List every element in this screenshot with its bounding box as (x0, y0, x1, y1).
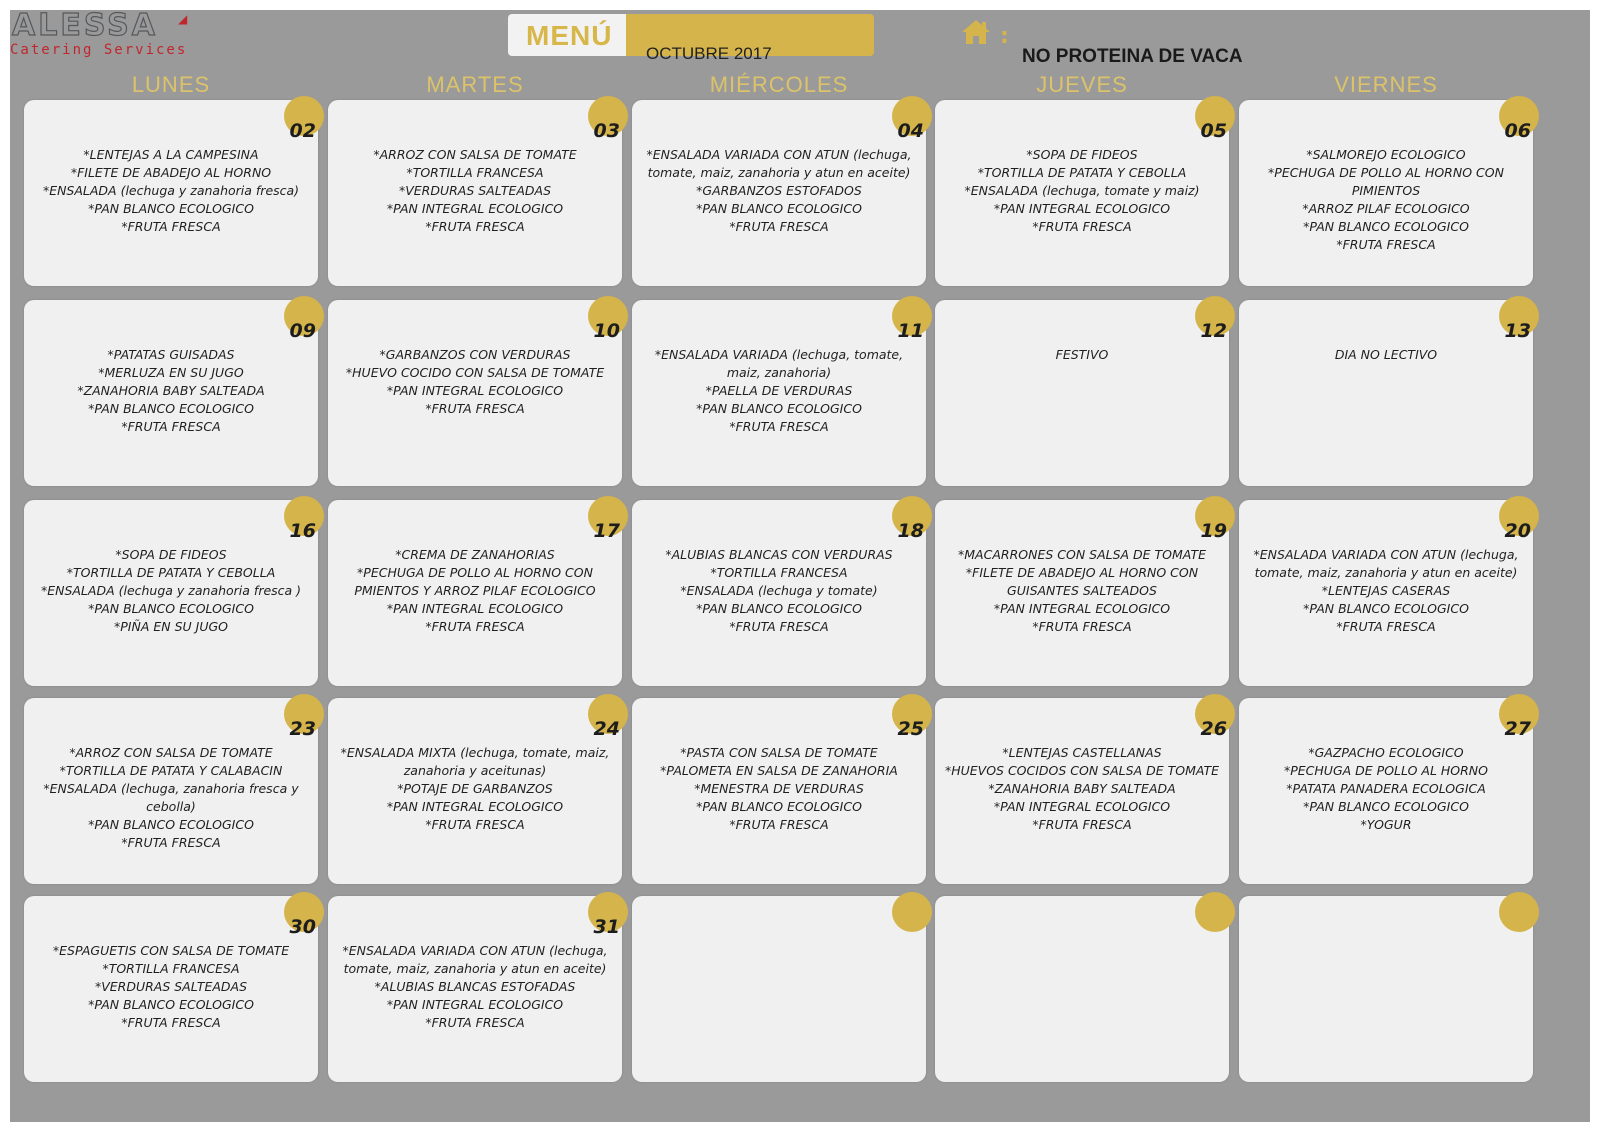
day-card (1239, 896, 1533, 1082)
menu-items (1245, 744, 1527, 834)
menu-item: tomate, maiz, zanahoria y atun en aceite) (343, 961, 607, 976)
menu-item: *FILETE DE ABADEJO AL HORNO (70, 165, 272, 180)
menu-item: *HUEVO COCIDO CON SALSA DE TOMATE (345, 365, 605, 380)
menu-item: *POTAJE DE GARBANZOS (397, 781, 553, 796)
menu-item: *PAN BLANCO ECOLOGICO (88, 997, 254, 1012)
home-colon: : (1000, 24, 1009, 49)
day-card (935, 500, 1229, 686)
menu-item: *ENSALADA (lechuga y tomate) (680, 583, 878, 598)
menu-item: *PATATAS GUISADAS (107, 347, 235, 362)
day-number: 05 (1200, 120, 1227, 142)
menu-item: *ZANAHORIA BABY SALTEADA (77, 383, 265, 398)
menu-item: *FRUTA FRESCA (425, 817, 525, 832)
day-card (24, 100, 318, 286)
menu-item: *ENSALADA VARIADA CON ATUN (lechuga, (646, 147, 912, 162)
menu-items (638, 146, 920, 236)
menu-item: *SOPA DE FIDEOS (1026, 147, 1138, 162)
menu-sheet (10, 10, 1590, 1122)
day-number: 04 (897, 120, 924, 142)
menu-items (334, 744, 616, 834)
menu-item: *FRUTA FRESCA (1032, 619, 1132, 634)
day-number: 16 (289, 520, 316, 542)
menu-item: *PAN BLANCO ECOLOGICO (1303, 601, 1469, 616)
menu-item: *FRUTA FRESCA (1032, 219, 1132, 234)
day-card (24, 698, 318, 884)
menu-item: *ESPAGUETIS CON SALSA DE TOMATE (52, 943, 290, 958)
day-number: 19 (1200, 520, 1227, 542)
menu-item: *FRUTA FRESCA (729, 219, 829, 234)
menu-items (30, 942, 312, 1032)
day-card (632, 698, 926, 884)
menu-item: *LENTEJAS A LA CAMPESINA (83, 147, 259, 162)
menu-item: *PASTA CON SALSA DE TOMATE (680, 745, 878, 760)
menu-item: *ENSALADA VARIADA (lechuga, tomate, (654, 347, 904, 362)
menu-item: *PAN INTEGRAL ECOLOGICO (386, 383, 564, 398)
menu-item: *TORTILLA FRANCESA (406, 165, 544, 180)
day-number: 09 (289, 320, 316, 342)
menu-item: *ARROZ CON SALSA DE TOMATE (373, 147, 577, 162)
menu-item: *PAN INTEGRAL ECOLOGICO (993, 201, 1171, 216)
day-card (935, 698, 1229, 884)
menu-item: *FRUTA FRESCA (729, 619, 829, 634)
menu-item: *PAN BLANCO ECOLOGICO (696, 401, 862, 416)
menu-item: *PAN BLANCO ECOLOGICO (696, 799, 862, 814)
weekday-header-wednesday: MIÉRCOLES (709, 72, 849, 97)
menu-items (334, 346, 616, 418)
menu-tab (508, 14, 626, 56)
weekday-header-thursday: JUEVES (1036, 72, 1128, 97)
menu-item: *FRUTA FRESCA (121, 835, 221, 850)
menu-item: *ENSALADA VARIADA CON ATUN (lechuga, (342, 943, 608, 958)
menu-item: *FRUTA FRESCA (729, 419, 829, 434)
menu-item: *LENTEJAS CASTELLANAS (1002, 745, 1162, 760)
menu-item: *ARROZ CON SALSA DE TOMATE (69, 745, 273, 760)
menu-item: *MACARRONES CON SALSA DE TOMATE (958, 547, 1206, 562)
menu-item: *TORTILLA FRANCESA (710, 565, 848, 580)
menu-item: *SALMOREJO ECOLOGICO (1306, 147, 1466, 162)
menu-items (30, 546, 312, 636)
menu-item: *FRUTA FRESCA (121, 419, 221, 434)
day-number: 27 (1504, 718, 1531, 740)
logo-swoosh-icon: ◢ (178, 12, 188, 26)
menu-item: *PAN INTEGRAL ECOLOGICO (386, 997, 564, 1012)
menu-item: *PAN INTEGRAL ECOLOGICO (993, 799, 1171, 814)
menu-item: PMIENTOS Y ARROZ PILAF ECOLOGICO (354, 583, 596, 598)
menu-items (941, 744, 1223, 834)
day-card (328, 500, 622, 686)
day-card (1239, 500, 1533, 686)
menu-item: *PIÑA EN SU JUGO (114, 619, 228, 634)
menu-item: *PAN INTEGRAL ECOLOGICO (993, 601, 1171, 616)
menu-item: *PECHUGA DE POLLO AL HORNO CON (357, 565, 593, 580)
menu-item: *MENESTRA DE VERDURAS (694, 781, 864, 796)
day-number: 24 (593, 718, 620, 740)
company-logo (10, 10, 200, 70)
menu-items (30, 146, 312, 236)
menu-item: *ALUBIAS BLANCAS ESTOFADAS (374, 979, 576, 994)
menu-item: *PAN BLANCO ECOLOGICO (1303, 799, 1469, 814)
menu-item: *PAN BLANCO ECOLOGICO (88, 201, 254, 216)
menu-item: *FRUTA FRESCA (425, 219, 525, 234)
menu-item: GUISANTES SALTEADOS (1007, 583, 1157, 598)
day-badge (892, 892, 932, 932)
menu-item: *TORTILLA FRANCESA (102, 961, 240, 976)
diet-note: NO PROTEINA DE VACA (1022, 46, 1243, 67)
menu-item: *FRUTA FRESCA (1336, 237, 1436, 252)
day-card (1239, 100, 1533, 286)
menu-item: *TORTILLA DE PATATA Y CEBOLLA (66, 565, 276, 580)
day-card (328, 100, 622, 286)
day-card (1239, 698, 1533, 884)
day-number: 18 (897, 520, 924, 542)
menu-item: *PAN BLANCO ECOLOGICO (696, 601, 862, 616)
day-number: 03 (593, 120, 620, 142)
day-badge (1499, 892, 1539, 932)
menu-item: DIA NO LECTIVO (1334, 347, 1438, 362)
menu-item: FESTIVO (1055, 347, 1109, 362)
menu-item: *FRUTA FRESCA (121, 219, 221, 234)
menu-item: *FRUTA FRESCA (1032, 817, 1132, 832)
day-number: 31 (593, 916, 620, 938)
menu-items (30, 744, 312, 852)
day-number: 30 (289, 916, 316, 938)
menu-items (941, 146, 1223, 236)
menu-items (638, 346, 920, 436)
day-card (632, 300, 926, 486)
day-number: 12 (1200, 320, 1227, 342)
weekday-header-monday: LUNES (131, 72, 211, 97)
day-card (935, 300, 1229, 486)
day-number: 17 (593, 520, 620, 542)
menu-item: *ARROZ PILAF ECOLOGICO (1302, 201, 1470, 216)
day-number: 11 (897, 320, 924, 342)
menu-item: *PAN INTEGRAL ECOLOGICO (386, 799, 564, 814)
menu-item: *HUEVOS COCIDOS CON SALSA DE TOMATE (944, 763, 1220, 778)
day-card (328, 896, 622, 1082)
weekday-header-friday: VIERNES (1334, 72, 1438, 97)
day-card (632, 896, 926, 1082)
menu-item: *PAN BLANCO ECOLOGICO (696, 201, 862, 216)
menu-items (1245, 346, 1527, 364)
menu-item: *PAN BLANCO ECOLOGICO (88, 817, 254, 832)
day-number: 23 (289, 718, 316, 740)
menu-item: *ZANAHORIA BABY SALTEADA (988, 781, 1176, 796)
menu-item: *PAN BLANCO ECOLOGICO (88, 601, 254, 616)
menu-item: *PECHUGA DE POLLO AL HORNO (1283, 763, 1488, 778)
day-number: 13 (1504, 320, 1531, 342)
menu-item: *FRUTA FRESCA (1336, 619, 1436, 634)
weekday-header-tuesday: MARTES (426, 72, 524, 97)
menu-items (334, 146, 616, 236)
menu-item: tomate, maiz, zanahoria y atun en aceite) (647, 165, 911, 180)
menu-item: *SOPA DE FIDEOS (115, 547, 227, 562)
menu-items (638, 744, 920, 834)
menu-item: *GAZPACHO ECOLOGICO (1308, 745, 1464, 760)
menu-item: *TORTILLA DE PATATA Y CALABACIN (59, 763, 283, 778)
menu-items (941, 546, 1223, 636)
menu-item: *VERDURAS SALTEADAS (94, 979, 248, 994)
day-card (24, 500, 318, 686)
menu-item: *ENSALADA (lechuga, zanahoria fresca y (43, 781, 299, 796)
menu-item: *YOGUR (1360, 817, 1412, 832)
menu-item: *PALOMETA EN SALSA DE ZANAHORIA (660, 763, 898, 778)
menu-item: *ENSALADA (lechuga y zanahoria fresca ) (40, 583, 302, 598)
menu-items (941, 346, 1223, 364)
menu-label: MENÚ (526, 20, 613, 51)
menu-item: *LENTEJAS CASERAS (1321, 583, 1451, 598)
menu-items (1245, 146, 1527, 254)
menu-item: *ALUBIAS BLANCAS CON VERDURAS (665, 547, 893, 562)
day-card (1239, 300, 1533, 486)
menu-item: *ENSALADA (lechuga, tomate y maiz) (964, 183, 1200, 198)
menu-items (334, 942, 616, 1032)
menu-item: maiz, zanahoria) (726, 365, 832, 380)
day-card (328, 300, 622, 486)
day-number: 26 (1200, 718, 1227, 740)
menu-item: *PAN BLANCO ECOLOGICO (88, 401, 254, 416)
menu-item: *FRUTA FRESCA (425, 1015, 525, 1030)
menu-item: *FILETE DE ABADEJO AL HORNO CON (965, 565, 1199, 580)
day-card (935, 896, 1229, 1082)
home-icon (960, 18, 992, 46)
menu-item: *TORTILLA DE PATATA Y CEBOLLA (977, 165, 1187, 180)
menu-item: *ENSALADA MIXTA (lechuga, tomate, maiz, (340, 745, 610, 760)
day-number: 10 (593, 320, 620, 342)
menu-item: PIMIENTOS (1351, 183, 1421, 198)
menu-item: *PAN BLANCO ECOLOGICO (1303, 219, 1469, 234)
menu-item: tomate, maiz, zanahoria y atun en aceite) (1254, 565, 1518, 580)
day-badge (1195, 892, 1235, 932)
menu-item: *MERLUZA EN SU JUGO (98, 365, 244, 380)
day-card (935, 100, 1229, 286)
menu-items (638, 546, 920, 636)
logo-tagline: Catering Services (10, 42, 188, 58)
day-card (632, 100, 926, 286)
day-card (24, 896, 318, 1082)
menu-items (30, 346, 312, 436)
day-number: 20 (1504, 520, 1531, 542)
month-title: OCTUBRE 2017 (646, 44, 772, 63)
menu-item: *CREMA DE ZANAHORIAS (395, 547, 555, 562)
day-card (24, 300, 318, 486)
menu-item: *ENSALADA VARIADA CON ATUN (lechuga, (1253, 547, 1519, 562)
menu-item: cebolla) (146, 799, 196, 814)
day-number: 25 (897, 718, 924, 740)
menu-item: *PAN INTEGRAL ECOLOGICO (386, 601, 564, 616)
day-card (328, 698, 622, 884)
day-number: 06 (1504, 120, 1531, 142)
menu-item: *GARBANZOS CON VERDURAS (379, 347, 571, 362)
menu-item: *ENSALADA (lechuga y zanahoria fresca) (42, 183, 300, 198)
menu-item: *GARBANZOS ESTOFADOS (696, 183, 862, 198)
menu-item: *PECHUGA DE POLLO AL HORNO CON (1268, 165, 1504, 180)
menu-item: *PAN INTEGRAL ECOLOGICO (386, 201, 564, 216)
menu-item: zanahoria y aceitunas) (403, 763, 547, 778)
logo-name: ALESSA (12, 8, 158, 43)
menu-item: *FRUTA FRESCA (425, 619, 525, 634)
menu-item: *VERDURAS SALTEADAS (398, 183, 552, 198)
menu-items (1245, 546, 1527, 636)
menu-item: *FRUTA FRESCA (425, 401, 525, 416)
menu-item: *FRUTA FRESCA (729, 817, 829, 832)
day-number: 02 (289, 120, 316, 142)
menu-item: *PAELLA DE VERDURAS (705, 383, 853, 398)
menu-item: *FRUTA FRESCA (121, 1015, 221, 1030)
menu-items (334, 546, 616, 636)
day-card (632, 500, 926, 686)
menu-item: *PATATA PANADERA ECOLOGICA (1286, 781, 1486, 796)
